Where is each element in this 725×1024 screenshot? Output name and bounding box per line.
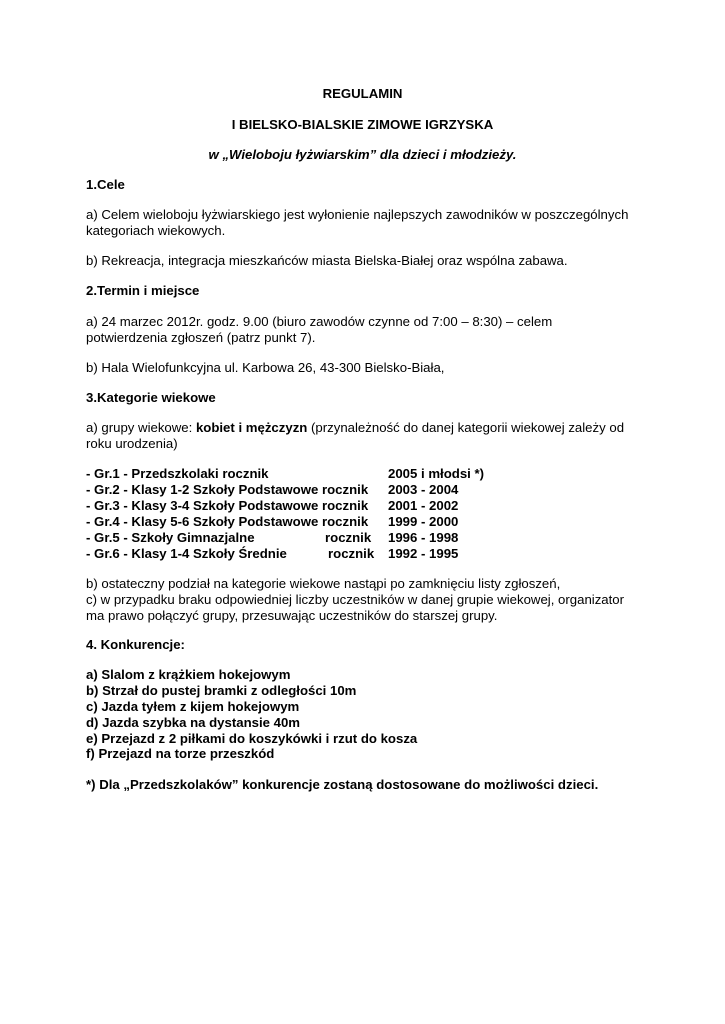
section-3-c-line1: c) w przypadku braku odpowiedniej liczby uczestników w danej grupie wiekowej, organizator [86, 592, 625, 607]
group-5-name: - Gr.5 - Szkoły Gimnazjalne [86, 530, 255, 545]
section-2-b: b) Hala Wielofunkcyjna ul. Karbowa 26, 43-300 Bielsko-Biała, [86, 360, 445, 375]
section-3-a-bold: kobiet i mężczyzn [195, 420, 308, 435]
competition-item: e) Przejazd z 2 piłkami do koszykówki i rzut do kosza [86, 731, 418, 746]
section-3-a-line2: roku urodzenia) [86, 436, 178, 451]
competition-item: c) Jazda tyłem z kijem hokejowym [86, 699, 300, 714]
section-1-a-line1: a) Celem wieloboju łyżwiarskiego jest wyłonienie najlepszych zawodników w poszczególnych [86, 207, 629, 222]
section-2-a-line1: a) 24 marzec 2012r. godz. 9.00 (biuro zawodów czynne od 7:00 – 8:30) – celem [86, 314, 553, 329]
competition-item: a) Slalom z krążkiem hokejowym [86, 667, 291, 682]
section-2-heading: 2.Termin i miejsce [86, 283, 200, 298]
section-3-b: b) ostateczny podział na kategorie wiekowe nastąpi po zamknięciu listy zgłoszeń, [86, 576, 561, 591]
competition-item: d) Jazda szybka na dystansie 40m [86, 715, 301, 730]
group-4-name: - Gr.4 - Klasy 5-6 Szkoły Podstawowe rocznik [86, 514, 369, 529]
section-1-heading: 1.Cele [86, 177, 125, 192]
group-3-years: 2001 - 2002 [388, 498, 459, 513]
section-3-a-pre: a) grupy wiekowe: [86, 420, 196, 435]
section-1-b: b) Rekreacja, integracja mieszkańców miasta Bielska-Białej oraz wspólna zabawa. [86, 253, 568, 268]
group-3-name: - Gr.3 - Klasy 3-4 Szkoły Podstawowe rocznik [86, 498, 369, 513]
group-2-years: 2003 - 2004 [388, 482, 459, 497]
group-2-name: - Gr.2 - Klasy 1-2 Szkoły Podstawowe rocznik [86, 482, 369, 497]
document-title: REGULAMIN [322, 86, 403, 101]
group-5-mid: rocznik [325, 530, 372, 545]
group-6-years: 1992 - 1995 [388, 546, 459, 561]
group-1-name: - Gr.1 - Przedszkolaki rocznik [86, 466, 269, 481]
section-3-heading: 3.Kategorie wiekowe [86, 390, 216, 405]
competition-item: f) Przejazd na torze przeszkód [86, 746, 275, 761]
document-subtitle: I BIELSKO-BIALSKIE ZIMOWE IGRZYSKA [231, 117, 494, 132]
section-1-a-line2: kategoriach wiekowych. [86, 223, 226, 238]
group-6-mid: rocznik [328, 546, 375, 561]
section-3-a-post: (przynależność do danej kategorii wiekowej zależy od [307, 420, 625, 435]
group-4-years: 1999 - 2000 [388, 514, 459, 529]
group-6-name: - Gr.6 - Klasy 1-4 Szkoły Średnie [86, 546, 287, 561]
group-5-years: 1996 - 1998 [388, 530, 459, 545]
section-3-c-line2: ma prawo połączyć grupy, przesuwając uczestników do starszej grupy. [86, 608, 498, 623]
preschool-note: *) Dla „Przedszkolaków” konkurencje zostaną dostosowane do możliwości dzieci. [86, 777, 599, 792]
section-4-heading: 4. Konkurencje: [86, 637, 185, 652]
competition-item: b) Strzał do pustej bramki z odległości 10m [86, 683, 357, 698]
section-2-a-line2: potwierdzenia zgłoszeń (patrz punkt 7). [86, 330, 316, 345]
section-3-a-line1 [86, 420, 624, 436]
group-1-years: 2005 i młodsi *) [388, 466, 485, 481]
document-subtitle-italic: w „Wieloboju łyżwiarskim” dla dzieci i młodzieży. [208, 147, 517, 162]
